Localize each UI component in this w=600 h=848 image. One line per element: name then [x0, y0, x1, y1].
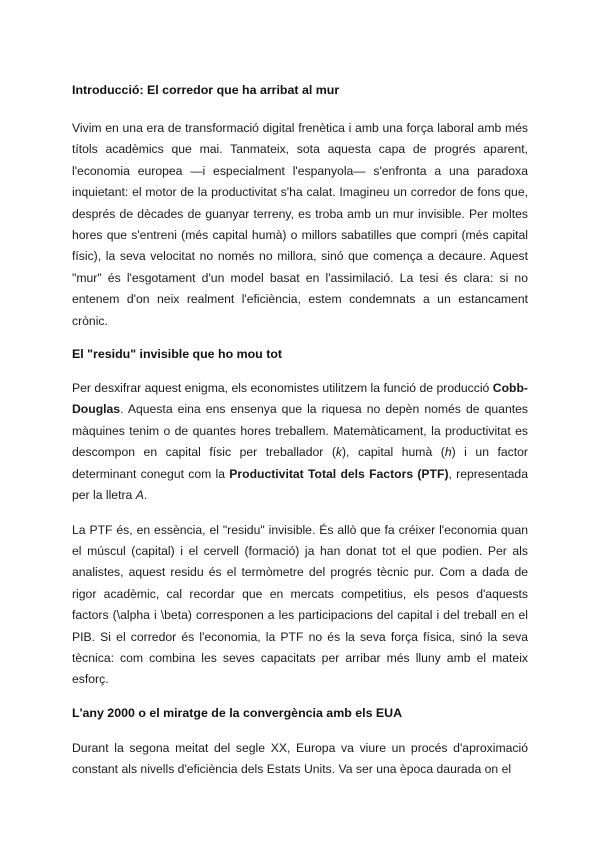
section-heading-residu: El "residu" invisible que ho mou tot: [72, 347, 283, 362]
paragraph-convergencia: Durant la segona meitat del segle XX, Europa va viure un procés d'aproximació constant als nivells d'eficiència dels Estats Units. Va ser una època daurada on el: [72, 740, 528, 777]
document-body: [72, 78, 528, 781]
text-run: ), capital humà (: [342, 445, 445, 460]
italic-symbol-a: A: [135, 488, 144, 503]
text-run: . Aquesta eina ens ensenya que la riquesa no depèn només de quantes màquines tenim o de quantes hores treballem. Matemàticament, la productivitat es descompon en capital físic per treballador (: [72, 402, 528, 460]
bold-term-cobb-douglas: Cobb-Douglas: [72, 381, 528, 417]
text-run: Per desxifrar aquest enigma, els economistes utilitzem la funció de producció: [72, 381, 493, 396]
text-run: , representada per la lletra: [72, 466, 528, 503]
paragraph-intro: Vivim en una era de transformació digital frenètica i amb una força laboral amb més títols acadèmics que mai. Tanmateix, sota aquesta capa de progrés aparent, l'economia europea —i especialment l'espanyola— s'enfronta a una paradoxa inquietant: el motor de la productivitat s'ha calat. Imagineu un corredor de fons que, després de dècades de guanyar terreny, es troba amb un mur invisible. Per moltes hores que s'entreni (més capital humà) o millors sabatilles que compri (més capital físic), la seva velocitat no només no millora, sinó que comença a decaure. Aquest "mur" és l'esgotament d'un model basat en l'assimilació. La tesi és clara: si no entenem d'on neix realment l'eficiència, estem condemnats a un estancament crònic.: [72, 121, 528, 328]
text-run: .: [143, 488, 148, 503]
bold-term-ptf: Productivitat Total dels Factors (PTF): [229, 466, 449, 481]
paragraph-cobb-douglas: [72, 378, 528, 506]
italic-symbol-k: k: [335, 445, 342, 460]
paragraph-ptf-residu: La PTF és, en essència, el "residu" invisible. És allò que fa créixer l'economia quan el múscul (capital) i el cervell (formació) ja han donat tot el que podien. Per als analistes, aquest residu és el termòmetre del progrés tècnic pur. Com a dada de rigor acadèmic, cal recordar que en mercats competitius, els pesos d'aquests factors (\alpha i \beta) corresponen a les participacions del capital i del treball en el PIB. Si el corredor és l'economia, la PTF no és la seva força física, sinó la seva tècnica: com combina les seves capacitats per arribar més lluny amb el mateix esforç.: [72, 522, 528, 687]
section-heading-intro: Introducció: El corredor que ha arribat al mur: [72, 83, 340, 97]
text-run: ) i un factor determinant conegut com la: [72, 445, 528, 481]
italic-symbol-h: h: [444, 445, 452, 460]
section-heading-convergencia: L'any 2000 o el miratge de la convergència amb els EUA: [72, 705, 403, 720]
